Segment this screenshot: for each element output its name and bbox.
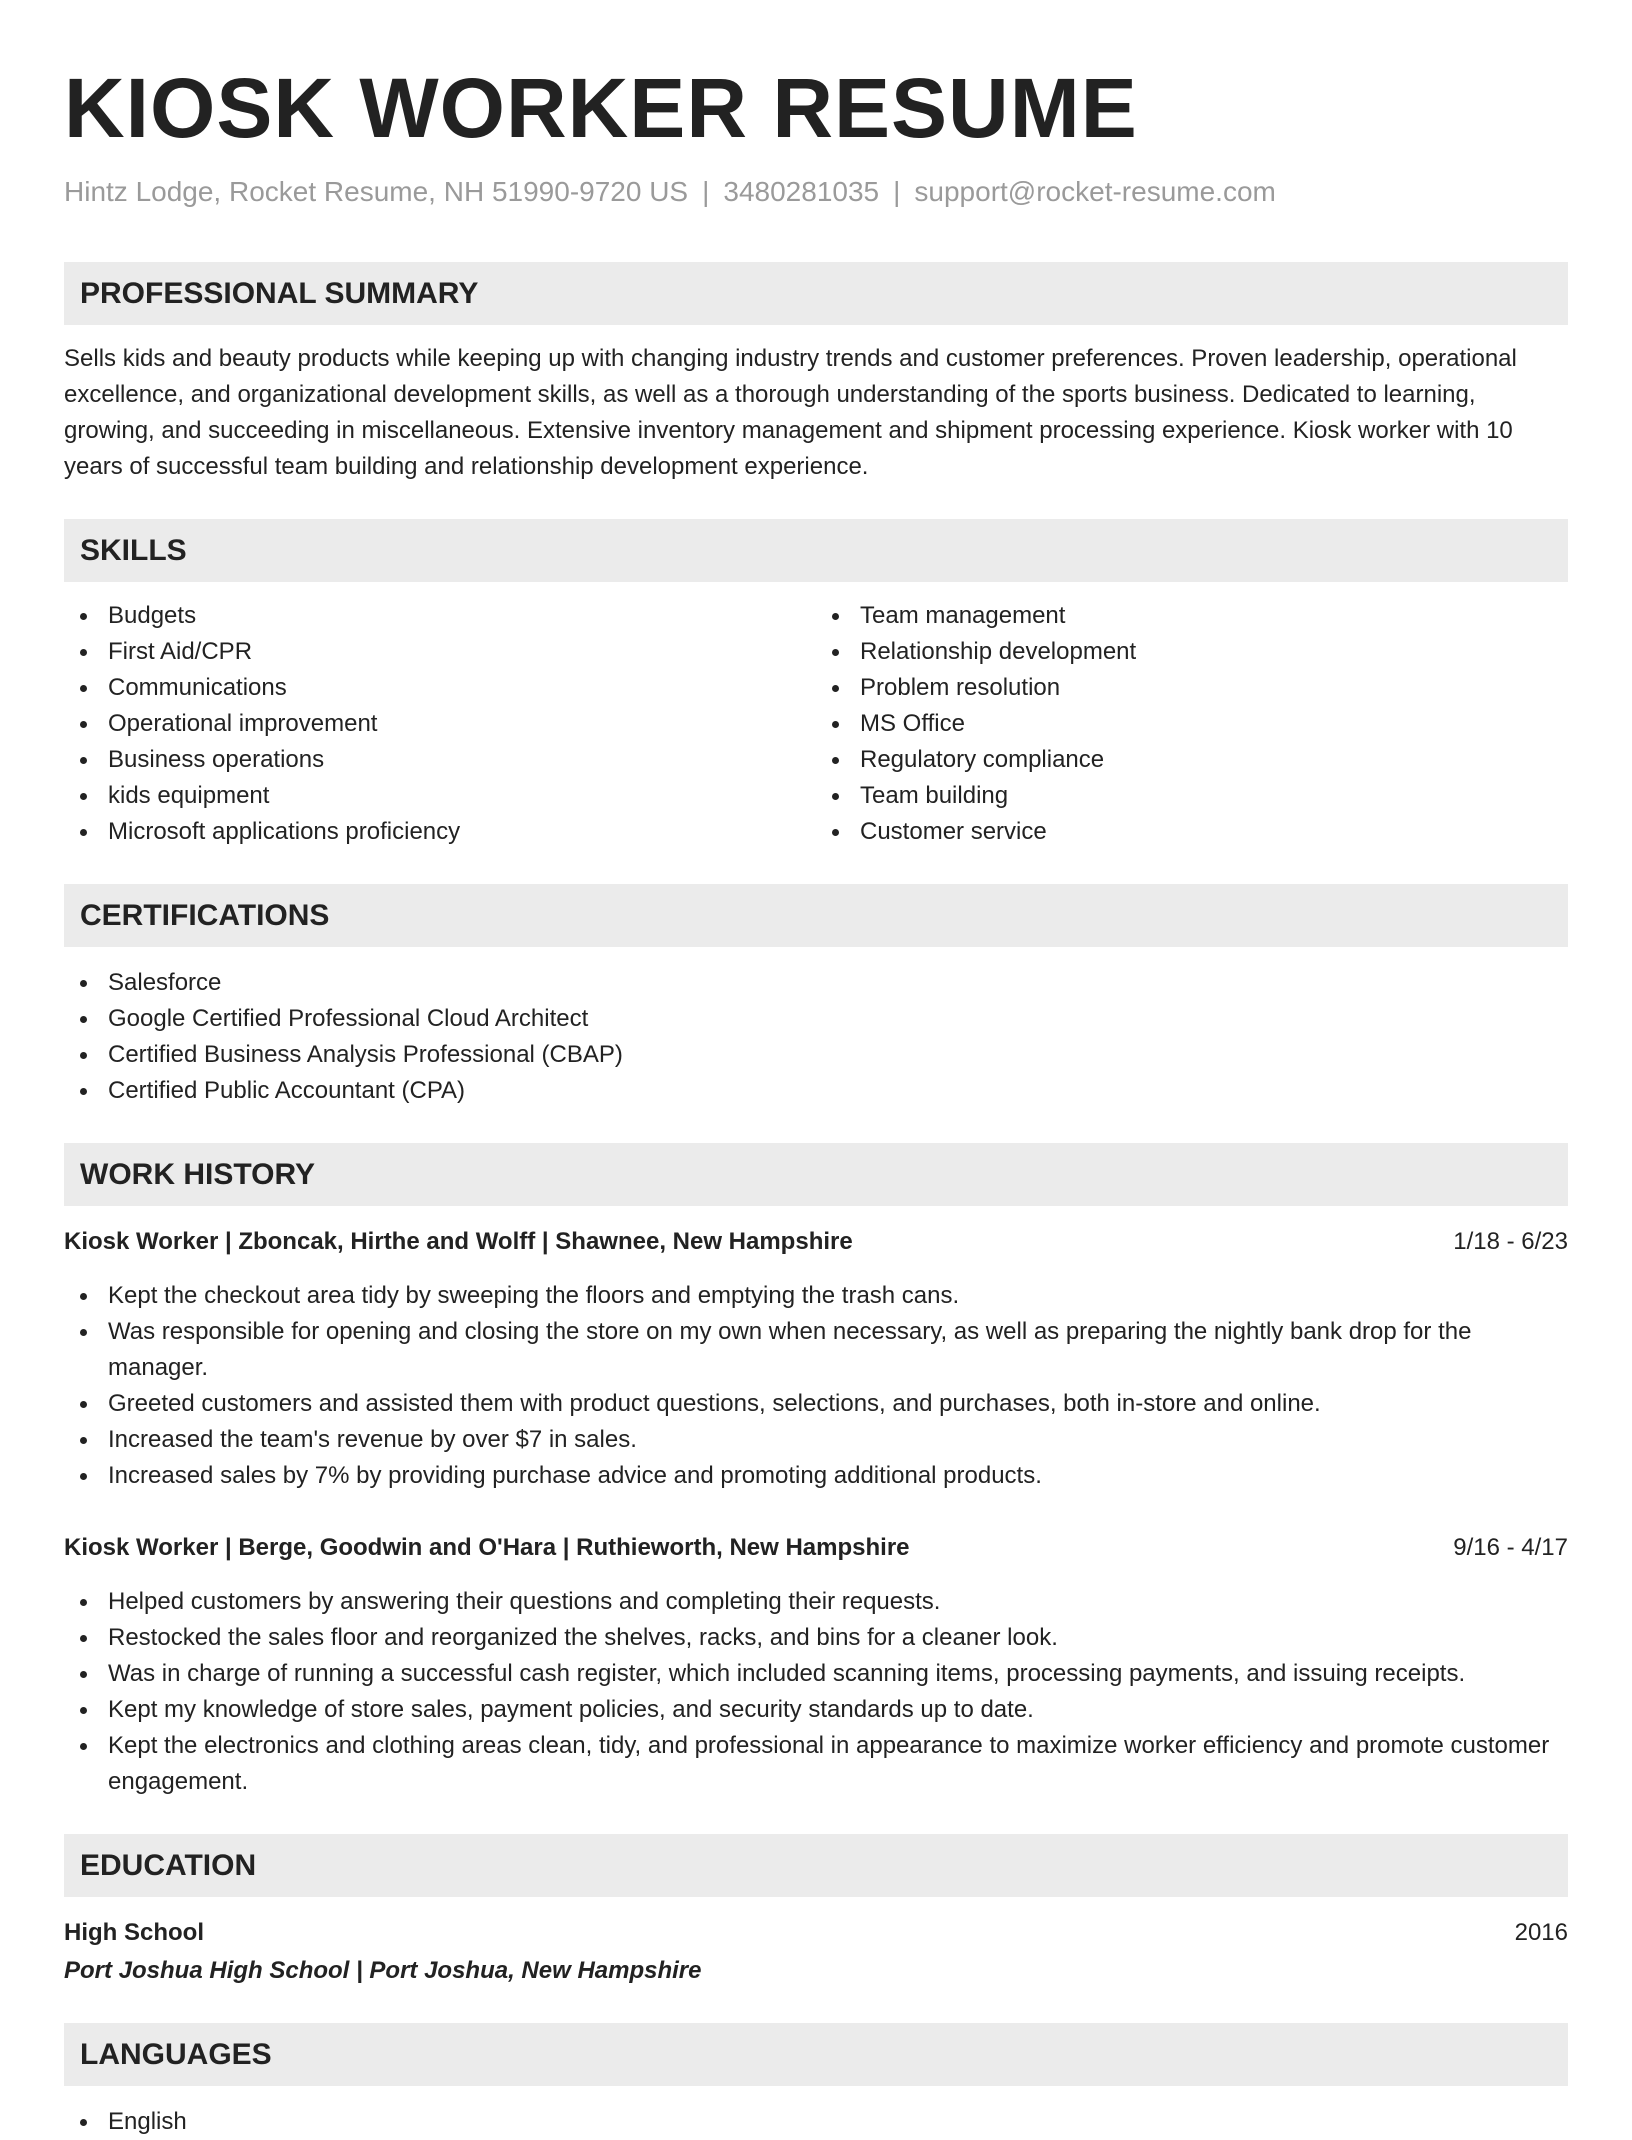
certification-item: Certified Business Analysis Professional (CBAP) (64, 1037, 1568, 1073)
skills-grid (64, 598, 1568, 850)
skill-item: MS Office (816, 706, 1568, 742)
skill-item: Microsoft applications proficiency (64, 814, 816, 850)
job-bullet: Was in charge of running a successful cash register, which included scanning items, processing payments, and issuing receipts. (64, 1656, 1568, 1692)
job-bullet: Greeted customers and assisted them with product questions, selections, and purchases, both in-store and online. (64, 1386, 1568, 1422)
section-header-certifications: CERTIFICATIONS (64, 884, 1568, 947)
job-heading: Kiosk Worker | Zboncak, Hirthe and Wolff | Shawnee, New Hampshire (64, 1228, 853, 1255)
job-entry (64, 1530, 1568, 1800)
job-bullet: Increased sales by 7% by providing purchase advice and promoting additional products. (64, 1458, 1568, 1494)
certification-item: Certified Public Accountant (CPA) (64, 1073, 1568, 1109)
skill-item: Operational improvement (64, 706, 816, 742)
contact-phone: 3480281035 (723, 176, 880, 207)
job-bullet: Increased the team's revenue by over $7 in sales. (64, 1422, 1568, 1458)
skill-item: First Aid/CPR (64, 634, 816, 670)
certification-item: Google Certified Professional Cloud Architect (64, 1001, 1568, 1037)
education-year: 2016 (1514, 1919, 1568, 1946)
skill-item: Customer service (816, 814, 1568, 850)
job-dates: 1/18 - 6/23 (1453, 1228, 1568, 1255)
language-item: English (64, 2104, 1568, 2140)
job-bullet: Kept my knowledge of store sales, payment policies, and security standards up to date. (64, 1692, 1568, 1728)
contact-line (64, 174, 1568, 210)
section-header-work-history: WORK HISTORY (64, 1143, 1568, 1206)
job-bullet: Was responsible for opening and closing the store on my own when necessary, as well as preparing the nightly bank drop for the manager. (64, 1314, 1568, 1386)
section-header-languages: LANGUAGES (64, 2023, 1568, 2086)
languages-list (64, 2104, 1568, 2140)
contact-address: Hintz Lodge, Rocket Resume, NH 51990-9720 US (64, 176, 689, 207)
job-heading: Kiosk Worker | Berge, Goodwin and O'Hara | Ruthieworth, New Hampshire (64, 1534, 910, 1561)
education-degree: High School (64, 1919, 204, 1946)
skills-right-list (816, 598, 1568, 850)
contact-email: support@rocket-resume.com (914, 176, 1276, 207)
certifications-list (64, 965, 1568, 1109)
skill-item: Business operations (64, 742, 816, 778)
resume-title: KIOSK WORKER RESUME (64, 61, 1138, 155)
skill-item: Budgets (64, 598, 816, 634)
skill-item: Problem resolution (816, 670, 1568, 706)
job-header (64, 1224, 1568, 1260)
section-header-summary: PROFESSIONAL SUMMARY (64, 262, 1568, 325)
job-bullet: Helped customers by answering their questions and completing their requests. (64, 1584, 1568, 1620)
section-header-education: EDUCATION (64, 1834, 1568, 1897)
job-bullets (64, 1278, 1568, 1494)
job-entry (64, 1224, 1568, 1494)
job-bullet: Kept the electronics and clothing areas clean, tidy, and professional in appearance to maximize worker efficiency and promote customer engagement. (64, 1728, 1568, 1800)
skill-item: Relationship development (816, 634, 1568, 670)
job-dates: 9/16 - 4/17 (1453, 1534, 1568, 1561)
education-school: Port Joshua High School | Port Joshua, New Hampshire (64, 1957, 702, 1984)
certification-item: Salesforce (64, 965, 1568, 1001)
job-header (64, 1530, 1568, 1566)
skills-left-list (64, 598, 816, 850)
contact-separator: | (893, 176, 901, 207)
skill-item: Team management (816, 598, 1568, 634)
skill-item: Team building (816, 778, 1568, 814)
job-bullets (64, 1584, 1568, 1800)
skill-item: kids equipment (64, 778, 816, 814)
job-bullet: Restocked the sales floor and reorganized the shelves, racks, and bins for a cleaner look. (64, 1620, 1568, 1656)
summary-text: Sells kids and beauty products while keeping up with changing industry trends and customer preferences. Proven leadership, operational excellence, and organizational development skills, as well as a thorough understanding of the sports business. Dedicated to learning, growing, and succeeding in miscellaneous. Extensive inventory management and shipment processing experience. Kiosk worker with 10 years of successful team building and relationship development experience. (64, 345, 1517, 480)
education-header (64, 1915, 1568, 1951)
section-header-skills: SKILLS (64, 519, 1568, 582)
skill-item: Regulatory compliance (816, 742, 1568, 778)
skill-item: Communications (64, 670, 816, 706)
job-bullet: Kept the checkout area tidy by sweeping the floors and emptying the trash cans. (64, 1278, 1568, 1314)
contact-separator: | (702, 176, 710, 207)
